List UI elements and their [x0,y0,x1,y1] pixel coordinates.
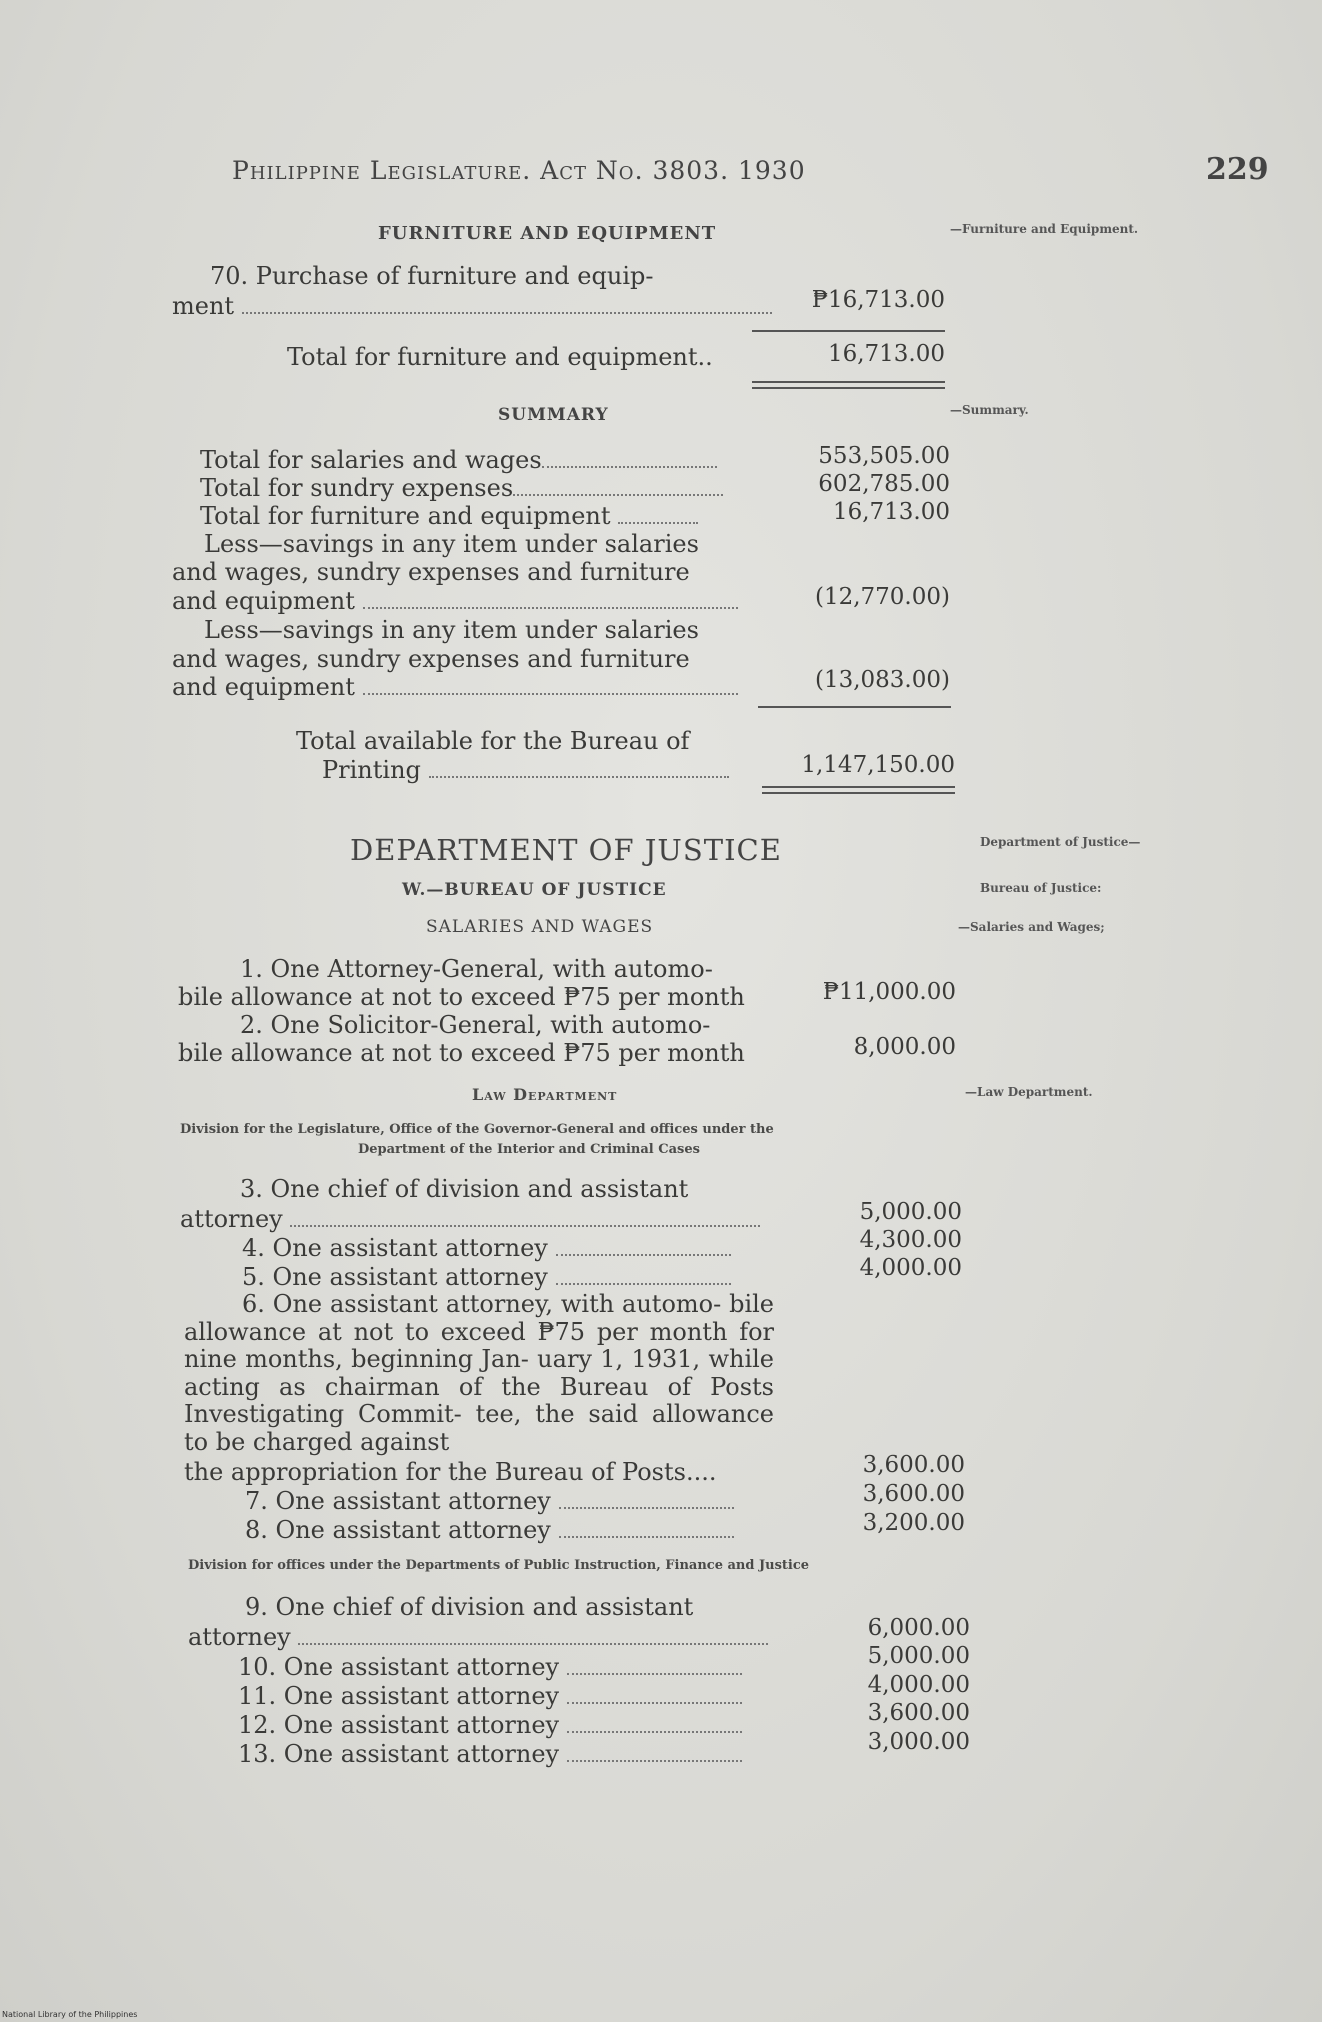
item-6-text: 6. One assistant attorney, with automo- bile allowance at not to exceed ₱75 per month for nine months, beginning Jan- uary 1, 1931, while acting as chairman of the Bureau of Posts Investigating Commit- tee, the said allowance to be charged against [184,1290,774,1456]
item-10-amount: 5,000.00 [867,1643,970,1669]
item-12-amount: 3,600.00 [867,1700,970,1726]
item-3-line1: 3. One chief of division and assistant [240,1175,689,1203]
item-2-line2: bile allowance at not to exceed ₱75 per month [178,1039,745,1067]
furniture-heading: FURNITURE AND EQUIPMENT [378,223,717,244]
item-9-amount: 6,000.00 [867,1615,970,1641]
summary-row-amount: 602,785.00 [818,471,950,497]
item-1-amount: ₱11,000.00 [822,979,956,1005]
scan-credit: National Library of the Philippines [2,2010,138,2019]
less-savings-1-line3: and equipment [172,587,738,615]
margin-note-department: Department of Justice— [980,835,1141,849]
less-savings-1-line1: Less—savings in any item under salaries [204,530,699,558]
margin-note-law: —Law Department. [965,1085,1093,1099]
furniture-total-label: Total for furniture and equipment.. [287,343,713,371]
bureau-heading: W.—BUREAU OF JUSTICE [402,880,667,900]
item-3-line2: attorney [180,1205,760,1233]
item-9-line2: attorney [188,1623,768,1651]
double-rule [762,786,955,788]
summary-row-amount: 16,713.00 [832,499,950,525]
bureau-total-line1: Total available for the Bureau of [296,727,690,755]
page-number: 229 [1206,152,1269,187]
division-1-heading-line2: Department of the Interior and Criminal Cases [358,1142,700,1157]
item-70-line2: ment [172,292,772,320]
item-2-line1: 2. One Solicitor-General, with automo- [240,1011,711,1039]
double-rule [752,387,945,389]
less-savings-2-line3: and equipment [172,673,738,701]
item-13-amount: 3,000.00 [867,1729,970,1755]
summary-row: Total for furniture and equipment [200,502,698,530]
bureau-total-line2: Printing [322,756,729,784]
running-header: Philippine Legislature. Act No. 3803. 1930 [232,156,806,185]
less-savings-1-line2: and wages, sundry expenses and furniture [172,558,690,586]
item-13: 13. One assistant attorney [238,1740,742,1768]
item-70-line1: 70. Purchase of furniture and equip- [210,262,654,290]
rule [758,706,951,708]
summary-heading: SUMMARY [498,405,609,425]
item-1-line2: bile allowance at not to exceed ₱75 per month [178,983,745,1011]
less-savings-1-amount: (12,770.00) [814,584,950,610]
margin-note-summary: —Summary. [950,403,1029,417]
item-7-amount: 3,600.00 [862,1481,965,1507]
item-10: 10. One assistant attorney [238,1653,742,1681]
summary-row-amount: 553,505.00 [818,443,950,469]
item-12: 12. One assistant attorney [238,1711,742,1739]
item-1-line1: 1. One Attorney-General, with automo- [240,955,713,983]
salaries-heading: SALARIES AND WAGES [426,917,654,937]
furniture-total-amount: 16,713.00 [827,341,945,367]
item-11-amount: 4,000.00 [867,1672,970,1698]
less-savings-2-line1: Less—savings in any item under salaries [204,616,699,644]
item-7: 7. One assistant attorney [245,1487,734,1515]
law-department-heading: Law Department [472,1085,618,1104]
bureau-total-amount: 1,147,150.00 [801,752,955,778]
margin-note-salaries: —Salaries and Wages; [958,920,1105,934]
double-rule [762,792,955,794]
item-8-amount: 3,200.00 [862,1510,965,1536]
item-5: 5. One assistant attorney [242,1263,731,1291]
item-4: 4. One assistant attorney [242,1234,731,1262]
rule [752,330,945,332]
summary-row: Total for sundry expenses [200,474,723,502]
item-6-amount: 3,600.00 [862,1452,965,1478]
item-9-line1: 9. One chief of division and assistant [245,1593,694,1621]
department-title: DEPARTMENT OF JUSTICE [350,833,782,867]
margin-note-furniture: —Furniture and Equipment. [950,222,1139,236]
item-70-amount: ₱16,713.00 [811,287,945,313]
division-2-heading: Division for offices under the Departments of Public Instruction, Finance and Justice [188,1558,810,1573]
double-rule [752,381,945,383]
item-2-amount: 8,000.00 [853,1034,956,1060]
item-4-amount: 4,300.00 [859,1227,962,1253]
less-savings-2-line2: and wages, sundry expenses and furniture [172,645,690,673]
item-6-last-line: the appropriation for the Bureau of Posts.... [184,1458,717,1486]
item-5-amount: 4,000.00 [859,1255,962,1281]
division-1-heading-line1: Division for the Legislature, Office of the Governor-General and offices under the [180,1122,774,1137]
margin-note-bureau: Bureau of Justice: [980,881,1102,895]
summary-row: Total for salaries and wages [200,446,717,474]
item-11: 11. One assistant attorney [238,1682,742,1710]
less-savings-2-amount: (13,083.00) [814,667,950,693]
item-8: 8. One assistant attorney [245,1516,734,1544]
item-3-amount: 5,000.00 [859,1199,962,1225]
